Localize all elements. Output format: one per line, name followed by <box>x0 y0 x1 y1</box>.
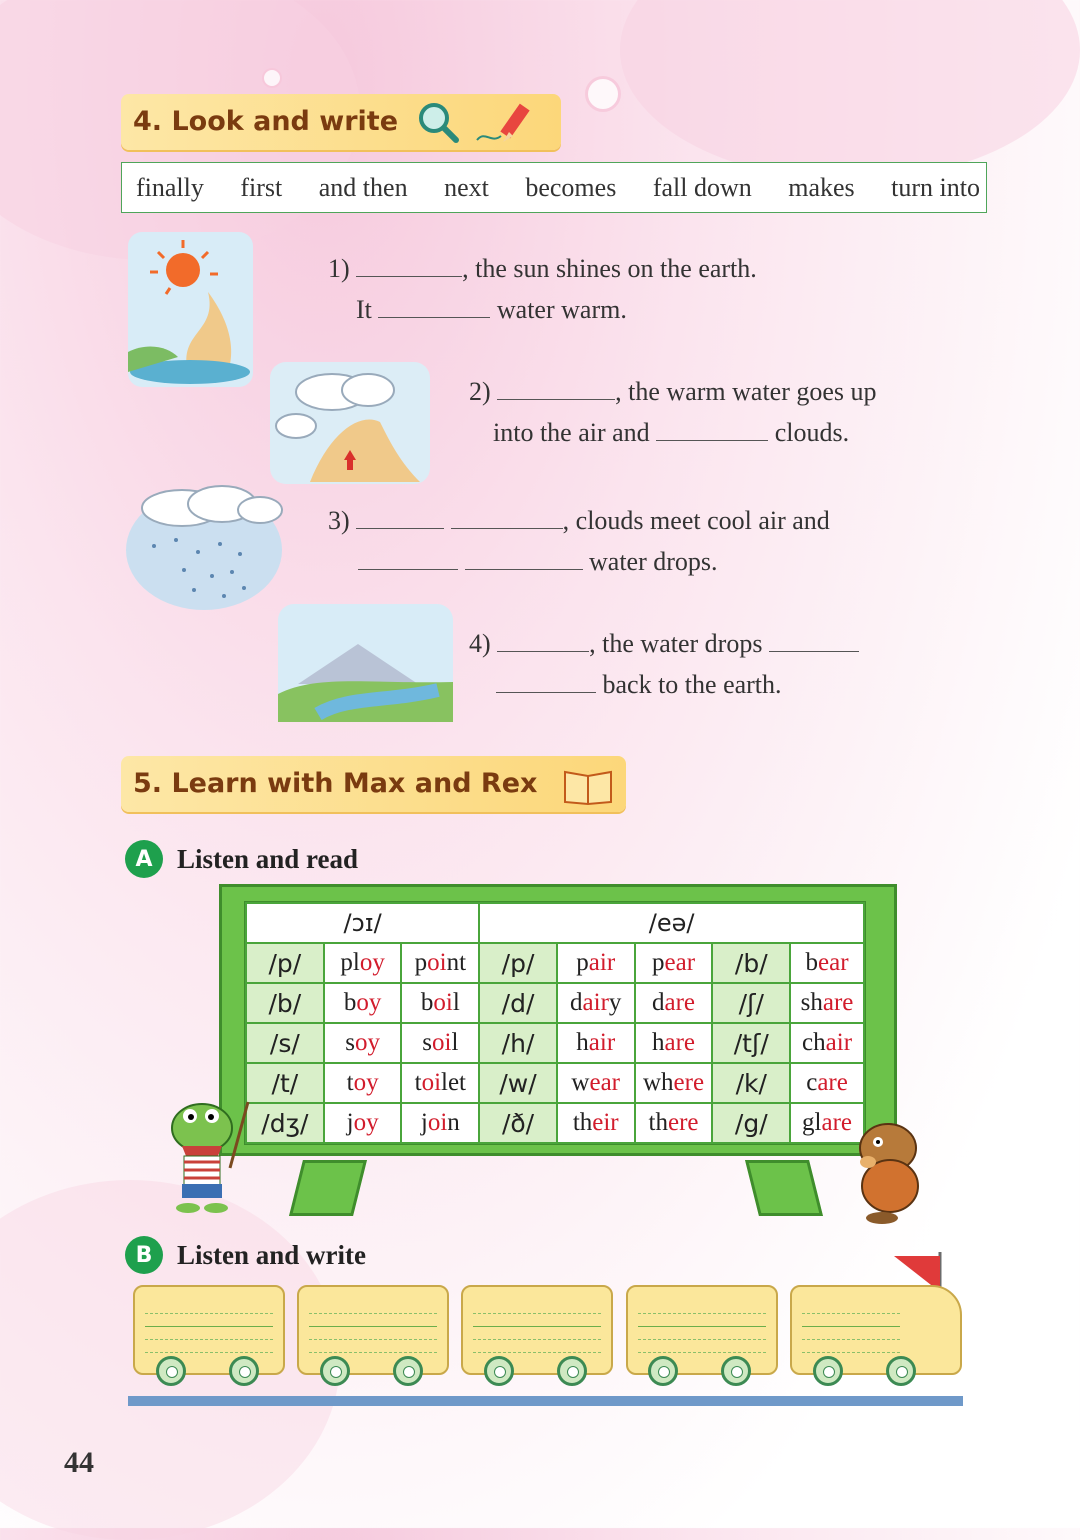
word-bank-item: next <box>444 172 489 202</box>
answer-blank[interactable] <box>497 377 615 400</box>
part-b-heading <box>125 1236 366 1274</box>
question-3-line2 <box>358 547 718 577</box>
word-cell: their <box>557 1103 635 1143</box>
word-cell: chair <box>790 1023 864 1063</box>
question-text: It <box>356 295 372 324</box>
word-bank-item: fall down <box>652 172 752 202</box>
table-row <box>246 983 864 1023</box>
question-2-line2 <box>493 418 849 448</box>
phoneme-cell: /b/ <box>246 983 324 1023</box>
train-wheel <box>320 1356 350 1386</box>
rain-cloud-illustration <box>124 480 284 610</box>
answer-blank[interactable] <box>497 629 589 652</box>
board-leg <box>745 1160 823 1216</box>
word-cell: where <box>635 1063 713 1103</box>
part-b-badge: B <box>125 1236 163 1274</box>
question-text: water warm. <box>496 295 627 324</box>
train-car-writing-area[interactable] <box>133 1285 285 1375</box>
question-text: into the air and <box>493 418 650 447</box>
section4-title: 4. Look and write <box>133 106 399 137</box>
word-cell: bear <box>790 943 864 983</box>
word-cell: ploy <box>324 943 402 983</box>
question-number: 3) <box>328 506 350 535</box>
word-cell: share <box>790 983 864 1023</box>
word-cell: wear <box>557 1063 635 1103</box>
phoneme-cell: /w/ <box>479 1063 557 1103</box>
question-text: water drops. <box>589 547 718 576</box>
clouds-rising-illustration <box>270 362 430 484</box>
word-bank-item: and then <box>318 172 408 202</box>
section5-title: 5. Learn with Max and Rex <box>133 768 538 799</box>
magnifier-icon <box>416 100 460 144</box>
question-number: 2) <box>469 377 491 406</box>
question-2 <box>469 377 877 407</box>
word-cell: toilet <box>401 1063 479 1103</box>
question-text: , clouds meet cool air and <box>562 506 830 535</box>
train-track <box>128 1396 963 1406</box>
question-text: back to the earth. <box>602 670 782 699</box>
word-cell: dairy <box>557 983 635 1023</box>
word-bank-item: finally <box>136 172 204 202</box>
question-3 <box>328 506 830 536</box>
section5-banner <box>121 756 626 812</box>
phoneme-cell: /ð/ <box>479 1103 557 1143</box>
background-blob <box>620 0 1080 180</box>
train-wheel <box>721 1356 751 1386</box>
table-row <box>246 1103 864 1143</box>
question-text: , the water drops <box>589 629 763 658</box>
page-number: 44 <box>64 1446 94 1479</box>
word-cell: join <box>401 1103 479 1143</box>
phoneme-cell: /d/ <box>479 983 557 1023</box>
table-row <box>246 1063 864 1103</box>
word-cell: toy <box>324 1063 402 1103</box>
phoneme-cell: /b/ <box>712 943 790 983</box>
word-cell: boy <box>324 983 402 1023</box>
word-bank-item: becomes <box>525 172 617 202</box>
word-bank <box>121 162 987 213</box>
table-header-row <box>246 903 864 943</box>
bubble-decoration <box>585 76 621 112</box>
train-wheel <box>886 1356 916 1386</box>
word-cell: pair <box>557 943 635 983</box>
section4-banner <box>121 94 561 150</box>
answer-blank[interactable] <box>656 418 768 441</box>
answer-blank[interactable] <box>496 670 596 693</box>
answer-blank[interactable] <box>451 506 563 529</box>
word-cell: hare <box>635 1023 713 1063</box>
train-car-writing-area[interactable] <box>626 1285 778 1375</box>
answer-blank[interactable] <box>356 254 462 277</box>
word-cell: boil <box>401 983 479 1023</box>
frog-character <box>152 1098 252 1216</box>
train-wheel <box>229 1356 259 1386</box>
train-wheel <box>813 1356 843 1386</box>
phoneme-cell: /tʃ/ <box>712 1023 790 1063</box>
word-cell: soil <box>401 1023 479 1063</box>
train-car-writing-area[interactable] <box>461 1285 613 1375</box>
phoneme-cell: /h/ <box>479 1023 557 1063</box>
phoneme-cell: /p/ <box>479 943 557 983</box>
question-4 <box>469 629 859 659</box>
question-number: 4) <box>469 629 491 658</box>
part-a-label: Listen and read <box>177 843 359 874</box>
train-wheel <box>393 1356 423 1386</box>
question-number: 1) <box>328 254 350 283</box>
phoneme-cell: /dʒ/ <box>246 1103 324 1143</box>
train-wheel <box>648 1356 678 1386</box>
train-wheel <box>557 1356 587 1386</box>
answer-blank[interactable] <box>378 295 490 318</box>
phoneme-cell: /ʃ/ <box>712 983 790 1023</box>
part-a-badge: A <box>125 840 163 878</box>
word-cell: dare <box>635 983 713 1023</box>
phoneme-cell: /k/ <box>712 1063 790 1103</box>
board-leg <box>289 1160 367 1216</box>
word-cell: soy <box>324 1023 402 1063</box>
sun-evaporation-illustration <box>128 232 253 387</box>
word-bank-item: first <box>240 172 283 202</box>
book-icon <box>561 764 615 806</box>
word-cell: there <box>635 1103 713 1143</box>
phoneme-cell: /t/ <box>246 1063 324 1103</box>
part-a-heading <box>125 840 358 878</box>
part-b-label: Listen and write <box>177 1239 366 1270</box>
question-text: , the warm water goes up <box>615 377 877 406</box>
train-wheel <box>156 1356 186 1386</box>
question-1 <box>328 254 757 284</box>
question-text: clouds. <box>774 418 850 447</box>
train-wheel <box>484 1356 514 1386</box>
word-cell: care <box>790 1063 864 1103</box>
bubble-decoration <box>262 68 282 88</box>
rex-character <box>842 1118 926 1228</box>
word-cell: point <box>401 943 479 983</box>
train-car-writing-area[interactable] <box>297 1285 449 1375</box>
word-bank-item: makes <box>788 172 855 202</box>
table-row <box>246 943 864 983</box>
phoneme-cell: /s/ <box>246 1023 324 1063</box>
answer-blank[interactable] <box>769 629 859 652</box>
pencil-icon <box>471 96 551 148</box>
question-text: , the sun shines on the earth. <box>462 254 757 283</box>
question-1-line2 <box>356 295 627 325</box>
phoneme-cell: /p/ <box>246 943 324 983</box>
word-bank-item: turn into <box>891 172 980 202</box>
word-cell: glare <box>790 1103 864 1143</box>
word-cell: joy <box>324 1103 402 1143</box>
answer-blank[interactable] <box>356 506 444 529</box>
table-header-cell: /ɔɪ/ <box>246 903 479 943</box>
word-cell: hair <box>557 1023 635 1063</box>
rain-mountain-illustration <box>278 604 453 722</box>
word-cell: pear <box>635 943 713 983</box>
answer-blank[interactable] <box>358 547 458 570</box>
table-row <box>246 1023 864 1063</box>
question-4-line2 <box>496 670 782 700</box>
table-header-cell: /eə/ <box>479 903 864 943</box>
answer-blank[interactable] <box>465 547 583 570</box>
phoneme-cell: /g/ <box>712 1103 790 1143</box>
phonics-table <box>245 902 865 1144</box>
